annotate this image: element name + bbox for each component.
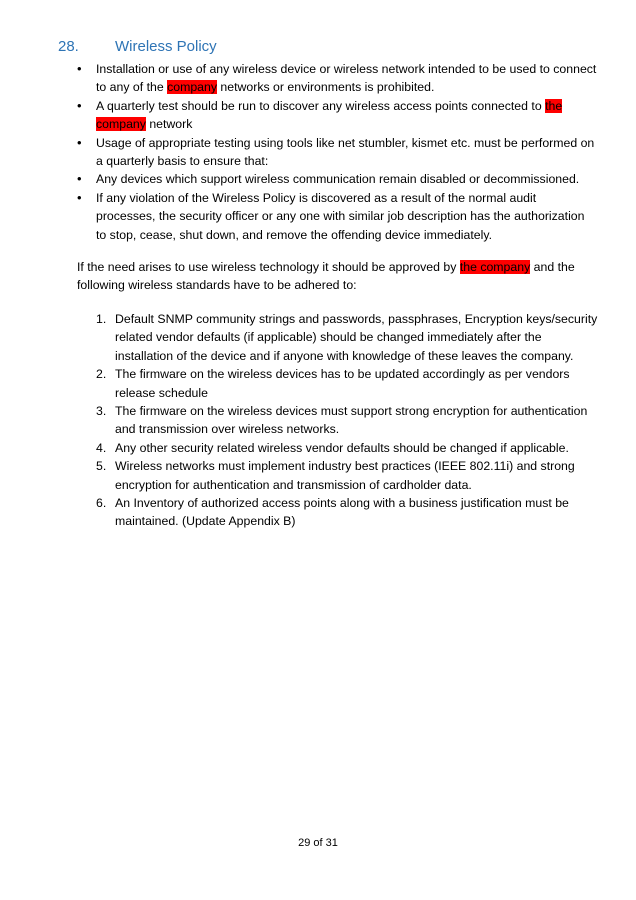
standard-number: 2. [96,367,107,382]
bullet-item: • Installation or use of any wireless device or wireless network intended to be used to connect to any of the company networks or environments is prohibited. [77,60,597,97]
redacted-highlight: company [167,80,218,95]
section-title: Wireless Policy [115,38,217,55]
standard-item: 2. The firmware on the wireless devices has to be updated accordingly as per vendors release schedule [96,367,570,400]
standard-item: 1. Default SNMP community strings and passwords, passphrases, Encryption keys/security related vendor defaults (if applicable) should be changed immediately after the installation of the device and if anyone with knowledge of these leaves the company. [96,312,598,363]
bullet-item: • If any violation of the Wireless Policy is discovered as a result of the normal audit processes, the security officer or any one with similar job description has the authorization to stop, cease, shut down, and remove the offending device immediately. [77,189,597,244]
standard-item: 3. The firmware on the wireless devices must support strong encryption for authentication and transmission over wireless networks. [96,404,588,437]
section-heading [58,38,217,55]
bullet-item: • Any devices which support wireless communication remain disabled or decommissioned. [77,170,597,188]
redacted-highlight: the company [459,260,531,274]
section-number: 28. [58,38,79,55]
bullet-item: • Usage of appropriate testing using tools like net stumbler, kismet etc. must be performed on a quarterly basis to ensure that: [77,134,597,171]
standard-number: 4. [96,440,107,455]
bullet-item: • A quarterly test should be run to discover any wireless access points connected to the company network [77,97,597,134]
standard-item: 5. Wireless networks must implement industry best practices (IEEE 802.11i) and strong encryption for authentication and transmission of cardholder data. [96,459,575,492]
standard-item: 6. An Inventory of authorized access points along with a business justification must be maintained. (Update Appendix B) [96,496,569,529]
standard-number: 1. [96,312,107,326]
page-number: 29 of 31 [298,837,338,849]
approval-paragraph: If the need arises to use wireless technology it should be approved by the company and the following wireless standards have to be adhered to: [77,260,575,293]
redacted-highlight: the company [96,98,563,132]
standard-number: 5. [96,459,107,474]
standard-item: 4. Any other security related wireless vendor defaults should be changed if applicable. [96,439,601,457]
wireless-standards-list [96,310,601,531]
policy-bullet-list [77,60,597,244]
standard-number: 3. [96,404,107,419]
standard-number: 6. [96,496,107,511]
